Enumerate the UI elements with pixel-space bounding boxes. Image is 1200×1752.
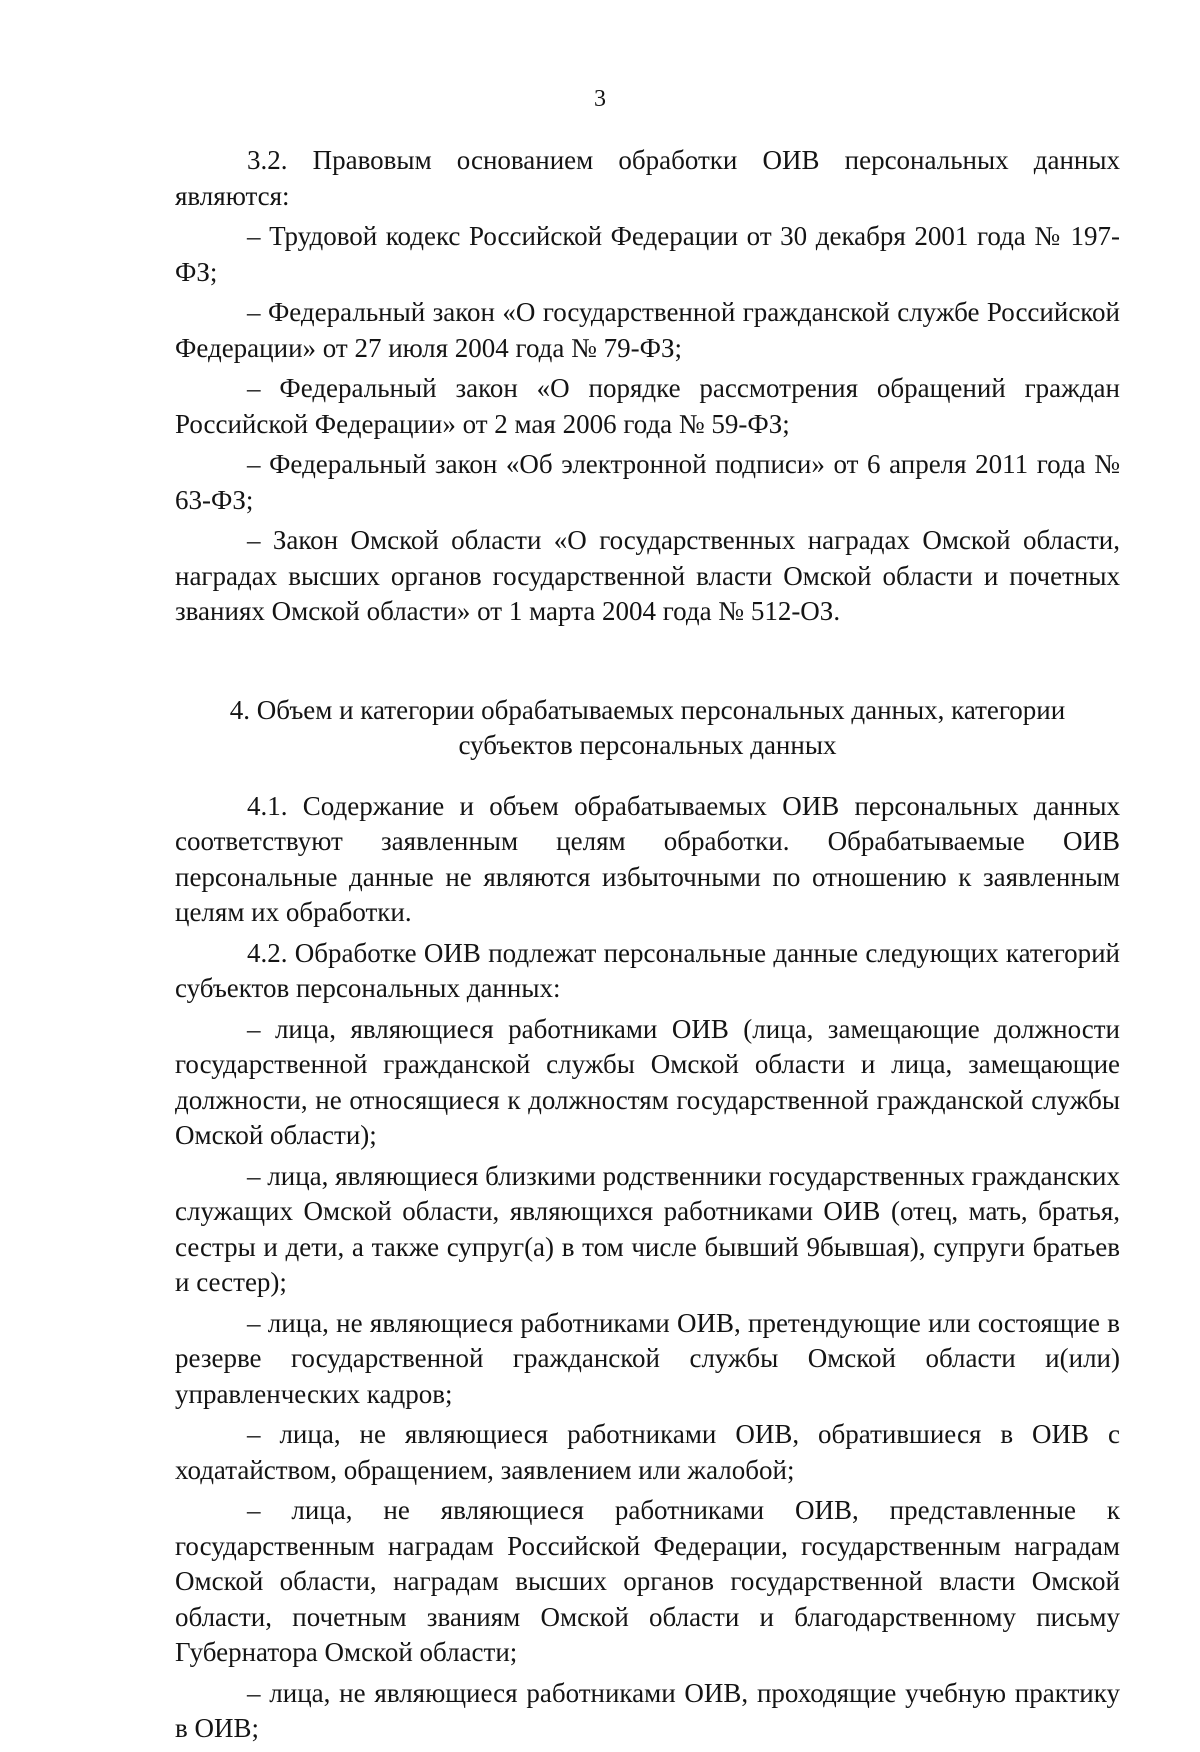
list-item-relatives: – лица, являющиеся близкими родственники государственных гражданских служащих Омской области, являющихся работниками ОИВ (отец, мать, братья, сестры и дети, а также супруг(а) в том числе бывший 9бывшая), супруги братьев и сестер); bbox=[175, 1160, 1120, 1297]
list-item-award-nominees: – лица, не являющиеся работниками ОИВ, представленные к государственным наградам Российской Федерации, государственным наградам Омской области, наградам высших органов государственной власти Омской области, почетным званиям Омской области и благодарственному письму Губернатора Омской области; bbox=[175, 1495, 1120, 1667]
list-item-reserve-candidates: – лица, не являющиеся работниками ОИВ, претендующие или состоящие в резерве государственной гражданской службы Омской области и(или) управленческих кадров; bbox=[175, 1307, 1120, 1409]
list-item-omsk-awards-law: – Закон Омской области «О государственных наградах Омской области, наградах высших органов государственной власти Омской области и почетных званиях Омской области» от 1 марта 2004 года № 512-ОЗ. bbox=[175, 525, 1120, 626]
list-item-employees: – лица, являющиеся работниками ОИВ (лица, замещающие должности государственной гражданской службы Омской области и лица, замещающие должности, не относящиеся к должностям государственной гражданской службы Омской области); bbox=[175, 1013, 1120, 1150]
section-4-heading-line-1: 4. Объем и категории обрабатываемых персональных данных, категории bbox=[229, 694, 1066, 725]
paragraph-4-2: 4.2. Обработке ОИВ подлежат персональные данные следующих категорий субъектов персональных данных: bbox=[175, 937, 1120, 1003]
list-item-applicants: – лица, не являющиеся работниками ОИВ, обратившиеся в ОИВ с ходатайством, обращением, заявлением или жалобой; bbox=[175, 1419, 1120, 1485]
section-4-heading-line-2: субъектов персональных данных bbox=[458, 730, 837, 760]
list-item-civil-service-law: – Федеральный закон «О государственной гражданской службе Российской Федерации» от 27 июля 2004 года № 79-ФЗ; bbox=[175, 297, 1120, 363]
list-item-labor-code: – Трудовой кодекс Российской Федерации от 30 декабря 2001 года № 197-ФЗ; bbox=[175, 221, 1120, 287]
list-item-e-signature-law: – Федеральный закон «Об электронной подписи» от 6 апреля 2011 года № 63-ФЗ; bbox=[175, 449, 1120, 515]
section-3 bbox=[175, 143, 1120, 630]
paragraph-3-2: 3.2. Правовым основанием обработки ОИВ персональных данных являются: bbox=[175, 145, 1120, 211]
section-4-heading bbox=[165, 693, 1130, 764]
list-item-citizen-appeals-law: – Федеральный закон «О порядке рассмотрения обращений граждан Российской Федерации» от 2 мая 2006 года № 59-ФЗ; bbox=[175, 373, 1120, 439]
list-item-trainees: – лица, не являющиеся работниками ОИВ, проходящие учебную практику в ОИВ; bbox=[175, 1677, 1120, 1743]
section-4 bbox=[175, 789, 1120, 1747]
document-body bbox=[175, 143, 1120, 1752]
page-number: 3 bbox=[594, 86, 606, 112]
paragraph-4-1: 4.1. Содержание и объем обрабатываемых ОИВ персональных данных соответствуют заявленным целям обработки. Обрабатываемые ОИВ персональные данные не являются избыточными по отношению к заявленным целям их обработки. bbox=[175, 790, 1120, 927]
